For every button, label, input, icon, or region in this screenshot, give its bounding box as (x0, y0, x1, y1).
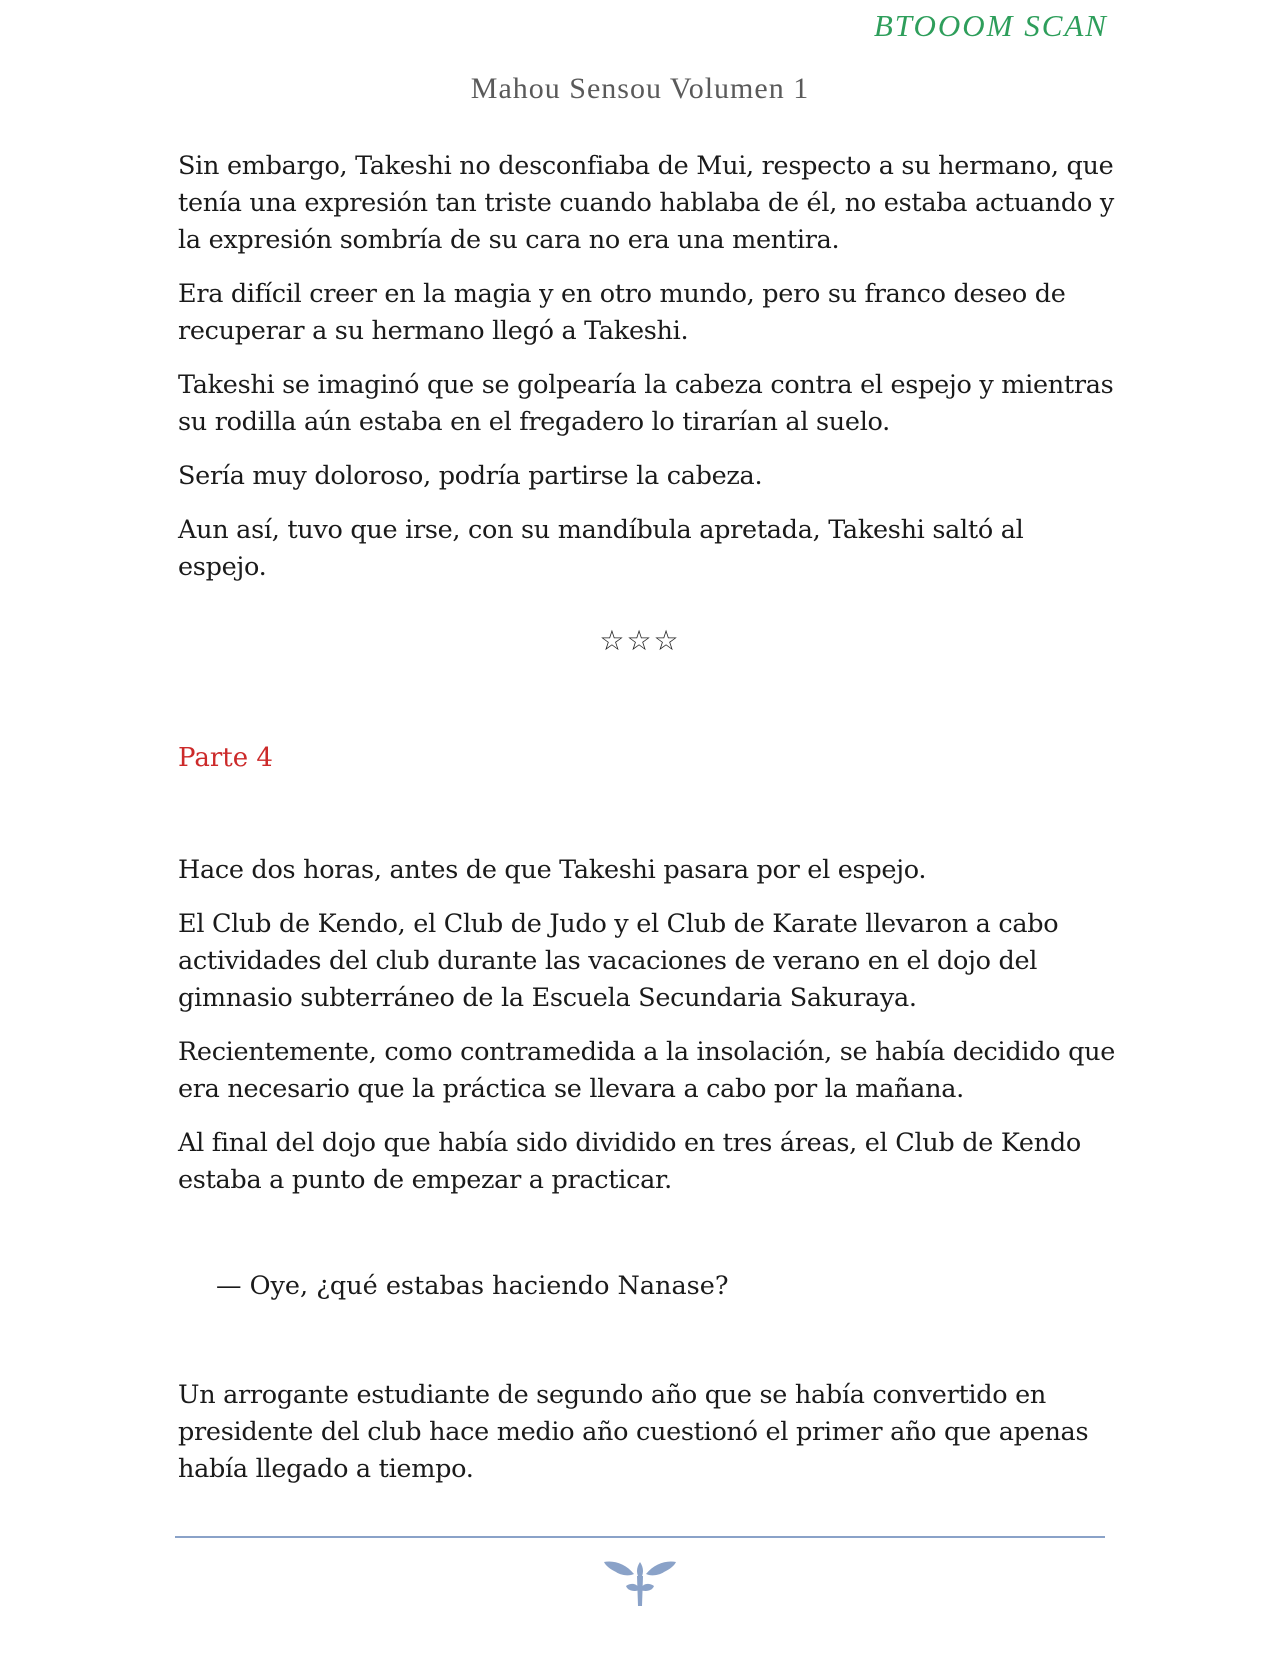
fleur-ornament-icon (600, 1556, 680, 1608)
scan-group-watermark: BTOOOM SCAN (873, 8, 1108, 43)
dialogue-line: — Oye, ¿qué estabas haciendo Nanase? (216, 1271, 729, 1301)
paragraph: El Club de Kendo, el Club de Judo y el Club de Karate llevaron a cabo actividades del club durante las vacaciones de verano en el dojo del gimnasio subterráneo de la Escuela Secundaria Sakuraya. (178, 909, 1059, 1013)
paragraph: Un arrogante estudiante de segundo año que se había convertido en presidente del club hace medio año cuestionó el primer año que apenas había llegado a tiempo. (178, 1380, 1089, 1484)
paragraph: Sería muy doloroso, podría partirse la cabeza. (178, 461, 763, 491)
text-block-closing (178, 1377, 1118, 1505)
paragraph: Al final del dojo que había sido dividido en tres áreas, el Club de Kendo estaba a punto de empezar a practicar. (178, 1128, 1081, 1195)
footer-divider (175, 1536, 1105, 1538)
text-block-part4 (178, 852, 1118, 1216)
paragraph: Era difícil creer en la magia y en otro mundo, pero su franco deseo de recuperar a su hermano llegó a Takeshi. (178, 279, 1066, 346)
paragraph: Sin embargo, Takeshi no desconfiaba de Mui, respecto a su hermano, que tenía una expresión tan triste cuando hablaba de él, no estaba actuando y la expresión sombría de su cara no era una mentira. (178, 151, 1114, 255)
text-block-intro (178, 148, 1118, 603)
paragraph: Recientemente, como contramedida a la insolación, se había decidido que era necesario que la práctica se llevara a cabo por la mañana. (178, 1037, 1116, 1104)
running-head-title: Mahou Sensou Volumen 1 (470, 72, 810, 105)
paragraph: Takeshi se imaginó que se golpearía la cabeza contra el espejo y mientras su rodilla aún estaba en el fregadero lo tirarían al suelo. (178, 370, 1114, 437)
scene-break-stars: ☆☆☆ (599, 624, 681, 657)
section-heading: Parte 4 (178, 743, 273, 773)
paragraph: Hace dos horas, antes de que Takeshi pasara por el espejo. (178, 855, 927, 885)
paragraph: Aun así, tuvo que irse, con su mandíbula apretada, Takeshi saltó al espejo. (178, 515, 1024, 582)
